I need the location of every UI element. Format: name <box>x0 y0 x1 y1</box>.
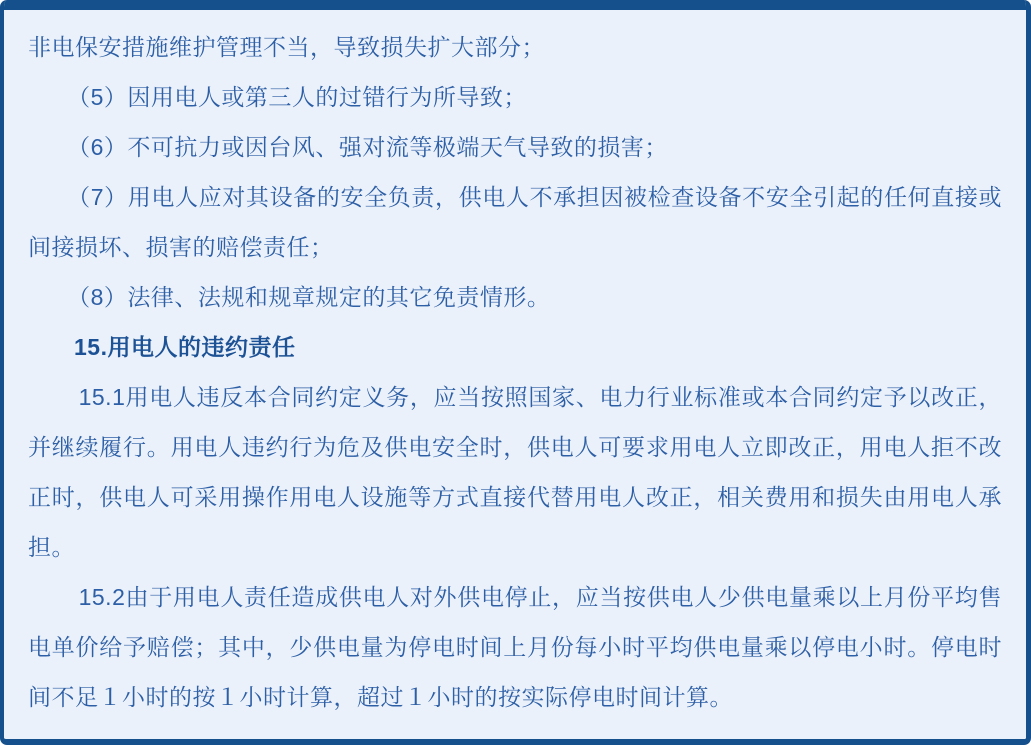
top-border-bar <box>4 0 1026 10</box>
document-content <box>4 10 1026 722</box>
clause-item-7: （7）用电人应对其设备的安全负责，供电人不承担因被检查设备不安全引起的任何直接或间接损坏、损害的赔偿责任； <box>28 184 1002 260</box>
clause-item-8: （8）法律、法规和规章规定的其它免责情形。 <box>67 284 551 310</box>
clause-15-1-paragraph: 15.1用电人违反本合同约定义务，应当按照国家、电力行业标准或本合同约定予以改正，并继续履行。用电人违约行为危及供电安全时，供电人可要求用电人立即改正，用电人拒不改正时，供电人可采用操作用电人设施等方式直接代替用电人改正，相关费用和损失由用电人承担。 <box>28 384 1002 560</box>
section-15-heading: 15.用电人的违约责任 <box>74 334 296 360</box>
clause-item-5: （5）因用电人或第三人的过错行为所导致； <box>67 84 527 110</box>
clause-15-2-paragraph: 15.2由于用电人责任造成供电人对外供电停止，应当按供电人少供电量乘以上月份平均售电单价给予赔偿；其中，少供电量为停电时间上月份每小时平均供电量乘以停电小时。停电时间不足１小时的按１小时计算，超过１小时的按实际停电时间计算。 <box>28 584 1002 710</box>
clause-item-6: （6）不可抗力或因台风、强对流等极端天气导致的损害； <box>67 134 668 160</box>
continuation-paragraph: 非电保安措施维护管理不当，导致损失扩大部分； <box>28 34 545 60</box>
